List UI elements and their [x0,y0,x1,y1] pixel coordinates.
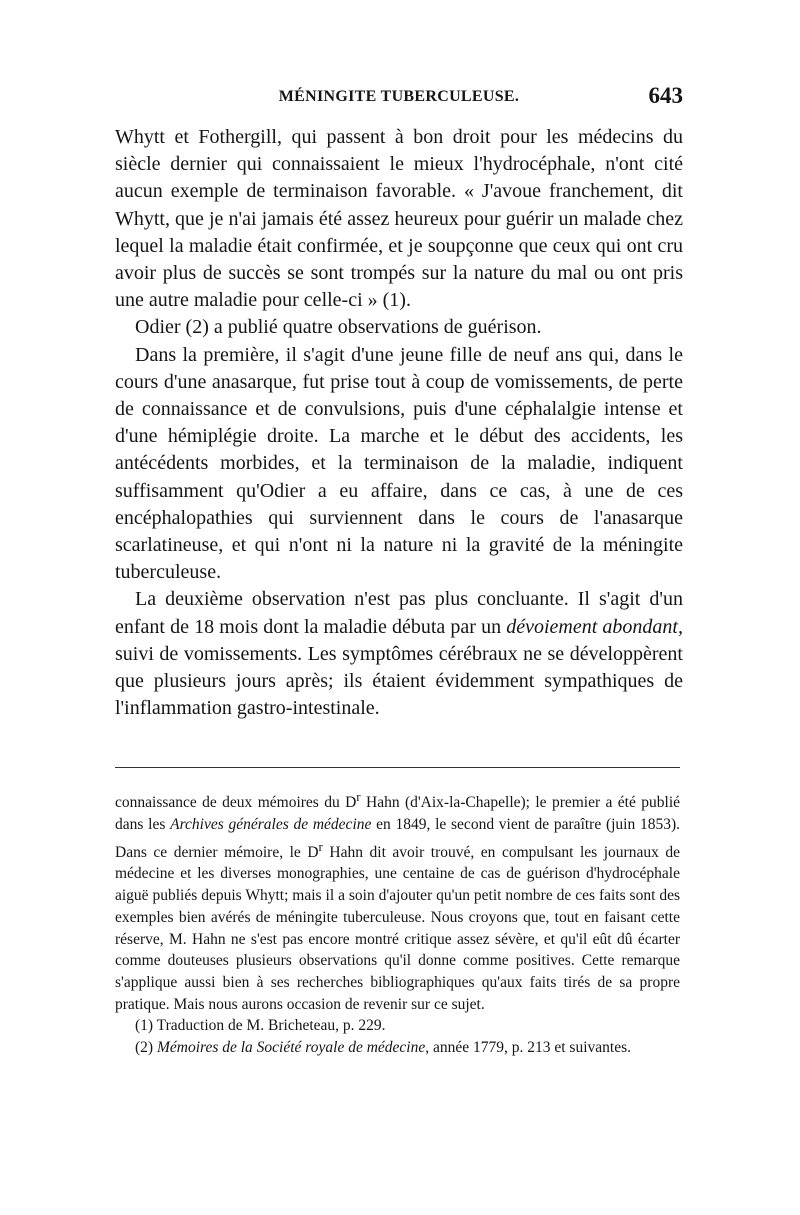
p4-text-b: suivi de vomissements. Les symptômes cérébraux ne se développèrent que plusieurs jours après; ils étaient évidemment sympathiques de l'inflammation gastro-intestinale. [115,642,683,720]
paragraph-second-observation [115,586,683,722]
p4-text-a: La deuxième observation n'est pas plus concluante. Il s'agit d'un enfant de 18 mois dont la maladie débuta par un [115,588,683,638]
fn-italic-archives: Archives générales de médecine [170,815,372,833]
superscript-r: r [318,838,323,854]
footnotes [115,786,680,1059]
fn2-text-b: , année 1779, p. 213 et suivantes. [425,1039,631,1057]
footnote-continuation [115,786,680,1015]
fn-text-4: Hahn dit avoir trouvé, en compulsant les journaux de médecine et les diverses monographies, une centaine de cas de guérison d'hydrocéphale aiguë publiés depuis Whytt; mais il a soin d'ajouter qu'un petit nombre de ces faits sont des exemples bien avérés de méningite tuberculeuse. Nous croyons que, tout en faisant cette réserve, M. Hahn ne s'est pas encore montré critique assez sévère, et qu'il eût dû écarter comme douteuses plusieurs observations qu'il donne comme positives. Cette remarque s'applique aussi bien à ses recherches bibliographiques qu'aux faits tirés de sa propre pratique. Mais nous aurons occasion de revenir sur ce sujet. [115,843,680,1013]
paragraph-odier: Odier (2) a publié quatre observations de guérison. [135,316,542,339]
fn2-text-a: (2) [135,1039,157,1057]
p4-italic: dévoiement abondant, [506,615,683,638]
fn-text-1: connaissance de deux mémoires du D [115,794,357,812]
fn2-italic: Mémoires de la Société royale de médecine [156,1039,426,1057]
main-text [115,124,683,722]
footnote-divider [115,767,680,768]
paragraph-first-observation: Dans la première, il s'agit d'une jeune fille de neuf ans qui, dans le cours d'une anasarque, fut prise tout à coup de vomissements, de perte de connaissance et de convulsions, puis d'une céphalalgie intense et d'une hémiplégie droite. La marche et le début des accidents, les antécédents morbides, et la terminaison de la maladie, indiquent suffisamment qu'Odier a eu affaire, dans ce cas, à une de ces encéphalopathies qui surviennent dans le cours de l'anasarque scarlatineuse, et qui n'ont ni la nature ni la gravité de la méningite tuberculeuse. [115,343,683,584]
page-number: 643 [648,83,683,108]
page-header [115,83,683,118]
fn-text-2: Hahn (d'Aix-la-Chapelle); le premier a été publié dans les [115,794,680,833]
fn-text-3: en 1849, le second vient de paraître (juin 1853). Dans ce dernier mémoire, le D [115,815,681,861]
superscript-r: r [356,789,361,804]
footnote-1: (1) Traduction de M. Bricheteau, p. 229. [135,1017,386,1035]
running-title: MÉNINGITE TUBERCULEUSE. [278,88,520,105]
paragraph-whytt: Whytt et Fothergill, qui passent à bon droit pour les médecins du siècle dernier qui connaissaient le mieux l'hydrocéphale, n'ont cité aucun exemple de terminaison favorable. « J'avoue franchement, dit Whytt, que je n'ai jamais été assez heureux pour guérir un malade chez lequel la maladie était confirmée, et je soupçonne que ceux qui ont cru avoir plus de succès se sont trompés sur la nature du mal ou ont pris une autre maladie pour celle-ci » (1). [115,126,683,312]
footnote-2 [115,1037,680,1059]
